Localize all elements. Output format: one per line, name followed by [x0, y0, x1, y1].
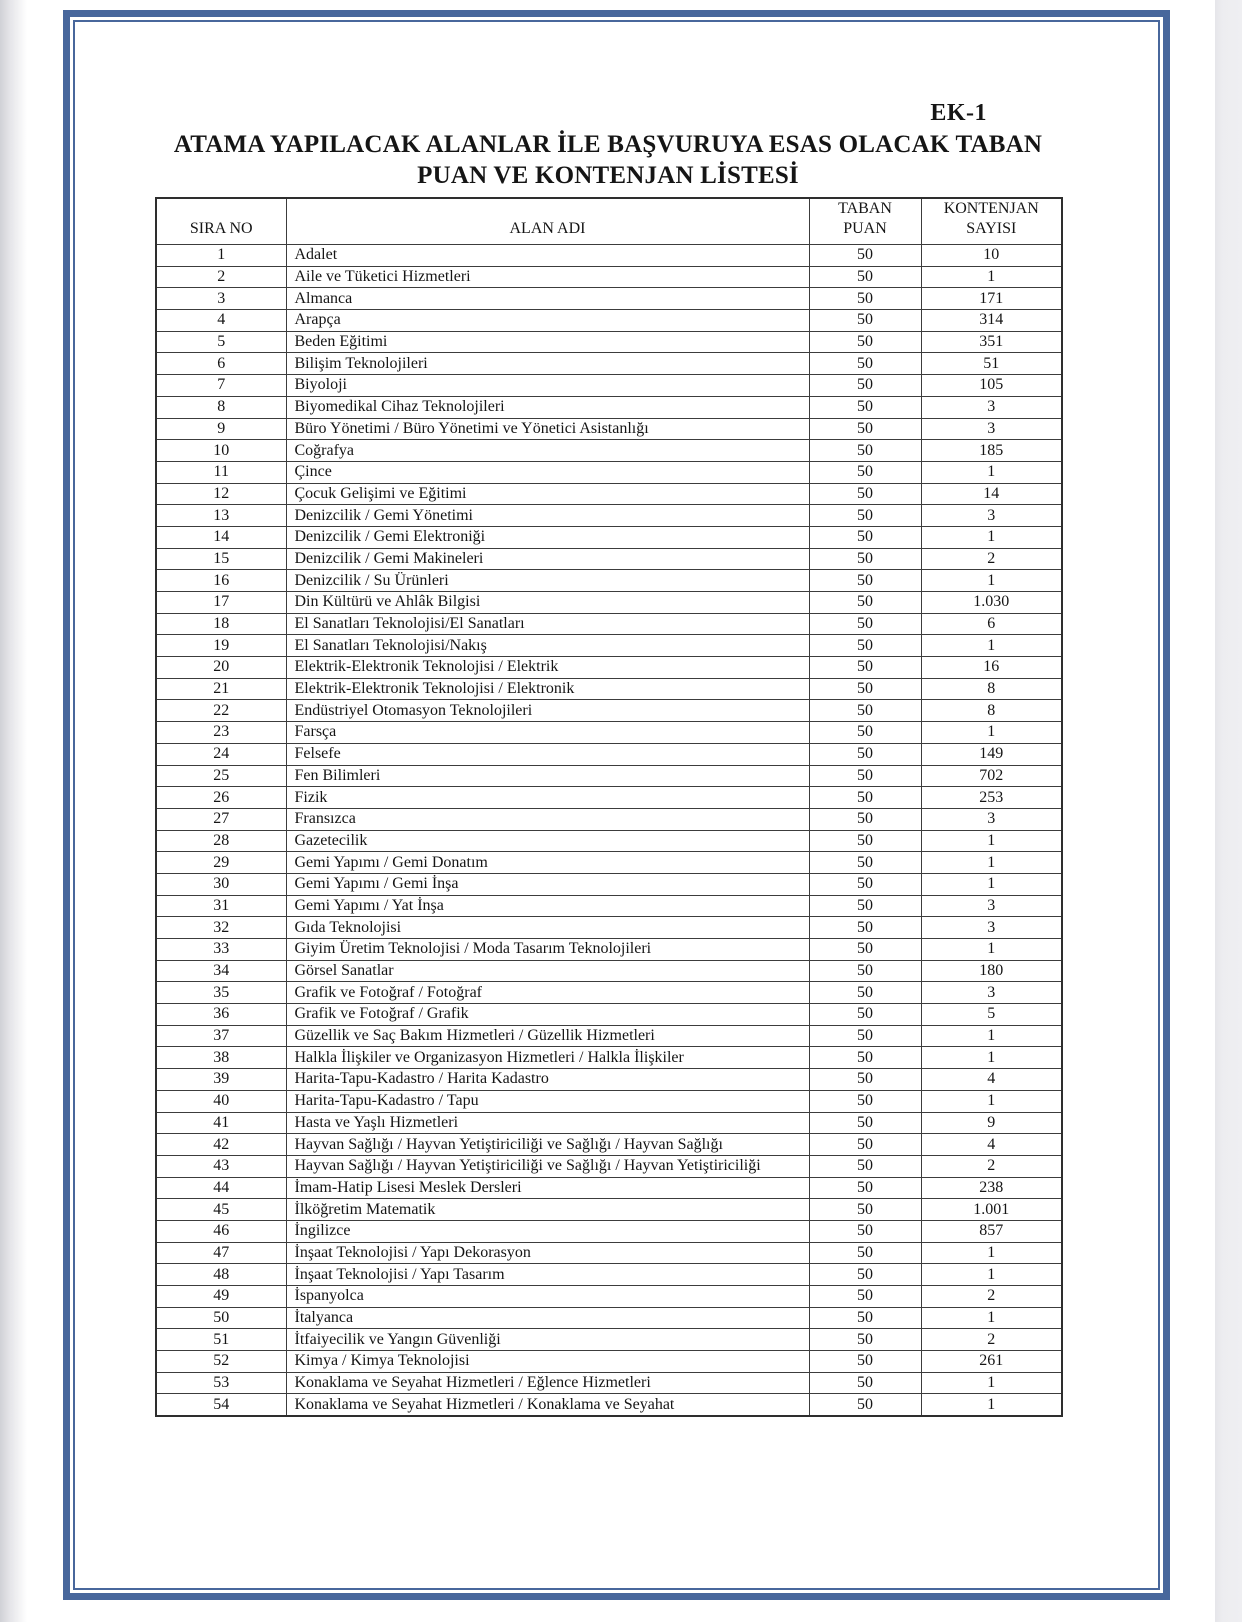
cell-kontenjan-sayisi: 4	[921, 1069, 1062, 1091]
col-header-alan-adi: ALAN ADI	[286, 198, 809, 245]
cell-alan-adi: İnşaat Teknolojisi / Yapı Dekorasyon	[286, 1242, 809, 1264]
cell-sira-no: 26	[156, 787, 286, 809]
table-row	[156, 657, 1062, 679]
viewer-right-shade	[1215, 0, 1242, 1622]
cell-taban-puan: 50	[809, 787, 921, 809]
cell-kontenjan-sayisi: 180	[921, 960, 1062, 982]
cell-taban-puan: 50	[809, 592, 921, 614]
cell-alan-adi: Fen Bilimleri	[286, 765, 809, 787]
cell-taban-puan: 50	[809, 873, 921, 895]
cell-kontenjan-sayisi: 3	[921, 982, 1062, 1004]
cell-kontenjan-sayisi: 314	[921, 310, 1062, 332]
cell-taban-puan: 50	[809, 245, 921, 267]
cell-taban-puan: 50	[809, 461, 921, 483]
cell-sira-no: 54	[156, 1394, 286, 1416]
cell-kontenjan-sayisi: 9	[921, 1112, 1062, 1134]
cell-alan-adi: Gemi Yapımı / Gemi İnşa	[286, 873, 809, 895]
cell-kontenjan-sayisi: 16	[921, 657, 1062, 679]
cell-taban-puan: 50	[809, 1025, 921, 1047]
table-row	[156, 1351, 1062, 1373]
cell-alan-adi: Biyoloji	[286, 375, 809, 397]
table-row	[156, 917, 1062, 939]
cell-kontenjan-sayisi: 51	[921, 353, 1062, 375]
cell-sira-no: 8	[156, 396, 286, 418]
cell-alan-adi: Elektrik-Elektronik Teknolojisi / Elektrik	[286, 657, 809, 679]
col-header-taban-puan-line2: PUAN	[843, 220, 887, 237]
cell-taban-puan: 50	[809, 982, 921, 1004]
page-title-line1: ATAMA YAPILACAK ALANLAR İLE BAŞVURUYA ESAS OLACAK TABAN	[173, 131, 1043, 158]
quota-table	[155, 197, 1063, 1417]
table-row	[156, 1394, 1062, 1416]
cell-taban-puan: 50	[809, 505, 921, 527]
table-row	[156, 982, 1062, 1004]
cell-sira-no: 20	[156, 657, 286, 679]
cell-taban-puan: 50	[809, 743, 921, 765]
cell-taban-puan: 50	[809, 1372, 921, 1394]
cell-alan-adi: Coğrafya	[286, 440, 809, 462]
table-row	[156, 852, 1062, 874]
cell-alan-adi: Harita-Tapu-Kadastro / Harita Kadastro	[286, 1069, 809, 1091]
cell-taban-puan: 50	[809, 483, 921, 505]
table-row	[156, 895, 1062, 917]
table-row	[156, 1090, 1062, 1112]
cell-sira-no: 46	[156, 1220, 286, 1242]
table-row	[156, 331, 1062, 353]
cell-taban-puan: 50	[809, 310, 921, 332]
table-row	[156, 1199, 1062, 1221]
col-header-kontenjan-sayisi	[921, 198, 1062, 245]
cell-alan-adi: İtfaiyecilik ve Yangın Güvenliği	[286, 1329, 809, 1351]
col-header-taban-puan	[809, 198, 921, 245]
table-row	[156, 1177, 1062, 1199]
cell-kontenjan-sayisi: 6	[921, 613, 1062, 635]
cell-sira-no: 50	[156, 1307, 286, 1329]
cell-kontenjan-sayisi: 14	[921, 483, 1062, 505]
cell-taban-puan: 50	[809, 960, 921, 982]
cell-sira-no: 35	[156, 982, 286, 1004]
cell-kontenjan-sayisi: 8	[921, 678, 1062, 700]
cell-sira-no: 39	[156, 1069, 286, 1091]
table-row	[156, 1134, 1062, 1156]
cell-taban-puan: 50	[809, 1112, 921, 1134]
cell-alan-adi: Çocuk Gelişimi ve Eğitimi	[286, 483, 809, 505]
cell-taban-puan: 50	[809, 657, 921, 679]
cell-sira-no: 13	[156, 505, 286, 527]
page-title-line2: PUAN VE KONTENJAN LİSTESİ	[417, 162, 799, 189]
cell-kontenjan-sayisi: 1	[921, 570, 1062, 592]
cell-kontenjan-sayisi: 1	[921, 266, 1062, 288]
cell-alan-adi: Hayvan Sağlığı / Hayvan Yetiştiriciliği ve Sağlığı / Hayvan Sağlığı	[286, 1134, 809, 1156]
cell-alan-adi: Denizcilik / Su Ürünleri	[286, 570, 809, 592]
cell-sira-no: 29	[156, 852, 286, 874]
cell-taban-puan: 50	[809, 1004, 921, 1026]
cell-sira-no: 22	[156, 700, 286, 722]
cell-taban-puan: 50	[809, 266, 921, 288]
cell-sira-no: 30	[156, 873, 286, 895]
cell-kontenjan-sayisi: 185	[921, 440, 1062, 462]
table-row	[156, 1242, 1062, 1264]
cell-kontenjan-sayisi: 3	[921, 917, 1062, 939]
table-row	[156, 461, 1062, 483]
cell-sira-no: 7	[156, 375, 286, 397]
cell-taban-puan: 50	[809, 635, 921, 657]
cell-kontenjan-sayisi: 3	[921, 505, 1062, 527]
cell-alan-adi: Hayvan Sağlığı / Hayvan Yetiştiriciliği ve Sağlığı / Hayvan Yetiştiriciliği	[286, 1155, 809, 1177]
cell-taban-puan: 50	[809, 375, 921, 397]
cell-kontenjan-sayisi: 1	[921, 830, 1062, 852]
cell-sira-no: 2	[156, 266, 286, 288]
cell-kontenjan-sayisi: 105	[921, 375, 1062, 397]
table-row	[156, 353, 1062, 375]
col-header-sira-no: SIRA NO	[156, 198, 286, 245]
cell-sira-no: 25	[156, 765, 286, 787]
cell-kontenjan-sayisi: 1	[921, 1372, 1062, 1394]
cell-sira-no: 12	[156, 483, 286, 505]
cell-sira-no: 41	[156, 1112, 286, 1134]
cell-taban-puan: 50	[809, 1155, 921, 1177]
table-row	[156, 483, 1062, 505]
cell-alan-adi: Giyim Üretim Teknolojisi / Moda Tasarım Teknolojileri	[286, 939, 809, 961]
table-row	[156, 440, 1062, 462]
cell-kontenjan-sayisi: 1	[921, 722, 1062, 744]
table-row	[156, 266, 1062, 288]
cell-taban-puan: 50	[809, 700, 921, 722]
cell-alan-adi: Endüstriyel Otomasyon Teknolojileri	[286, 700, 809, 722]
cell-taban-puan: 50	[809, 895, 921, 917]
cell-sira-no: 6	[156, 353, 286, 375]
table-row	[156, 288, 1062, 310]
cell-taban-puan: 50	[809, 917, 921, 939]
cell-kontenjan-sayisi: 8	[921, 700, 1062, 722]
cell-taban-puan: 50	[809, 526, 921, 548]
cell-kontenjan-sayisi: 149	[921, 743, 1062, 765]
table-row	[156, 722, 1062, 744]
cell-sira-no: 31	[156, 895, 286, 917]
table-row	[156, 765, 1062, 787]
cell-sira-no: 17	[156, 592, 286, 614]
attachment-label: EK-1	[930, 100, 987, 126]
cell-kontenjan-sayisi: 351	[921, 331, 1062, 353]
cell-alan-adi: Çince	[286, 461, 809, 483]
table-row	[156, 787, 1062, 809]
cell-sira-no: 48	[156, 1264, 286, 1286]
cell-alan-adi: Bilişim Teknolojileri	[286, 353, 809, 375]
cell-sira-no: 11	[156, 461, 286, 483]
table-row	[156, 678, 1062, 700]
cell-taban-puan: 50	[809, 1351, 921, 1373]
cell-taban-puan: 50	[809, 1090, 921, 1112]
cell-sira-no: 21	[156, 678, 286, 700]
cell-sira-no: 15	[156, 548, 286, 570]
cell-taban-puan: 50	[809, 1069, 921, 1091]
cell-sira-no: 1	[156, 245, 286, 267]
col-header-kontenjan-line2: SAYISI	[966, 220, 1017, 237]
cell-alan-adi: İlköğretim Matematik	[286, 1199, 809, 1221]
cell-taban-puan: 50	[809, 331, 921, 353]
cell-kontenjan-sayisi: 1	[921, 526, 1062, 548]
cell-kontenjan-sayisi: 857	[921, 1220, 1062, 1242]
cell-taban-puan: 50	[809, 1177, 921, 1199]
cell-kontenjan-sayisi: 2	[921, 548, 1062, 570]
cell-kontenjan-sayisi: 253	[921, 787, 1062, 809]
table-row	[156, 1069, 1062, 1091]
table-row	[156, 396, 1062, 418]
cell-taban-puan: 50	[809, 765, 921, 787]
table-row	[156, 1025, 1062, 1047]
cell-sira-no: 24	[156, 743, 286, 765]
viewer-left-shade	[0, 0, 27, 1622]
cell-sira-no: 47	[156, 1242, 286, 1264]
table-row	[156, 960, 1062, 982]
cell-sira-no: 37	[156, 1025, 286, 1047]
cell-taban-puan: 50	[809, 288, 921, 310]
cell-sira-no: 43	[156, 1155, 286, 1177]
col-header-kontenjan-line1: KONTENJAN	[943, 200, 1039, 217]
cell-kontenjan-sayisi: 1	[921, 1090, 1062, 1112]
cell-alan-adi: Gemi Yapımı / Gemi Donatım	[286, 852, 809, 874]
table-row	[156, 939, 1062, 961]
table-row	[156, 1286, 1062, 1308]
cell-alan-adi: Beden Eğitimi	[286, 331, 809, 353]
cell-taban-puan: 50	[809, 548, 921, 570]
cell-taban-puan: 50	[809, 1394, 921, 1416]
table-row	[156, 570, 1062, 592]
cell-kontenjan-sayisi: 1	[921, 1025, 1062, 1047]
cell-sira-no: 10	[156, 440, 286, 462]
cell-kontenjan-sayisi: 1	[921, 873, 1062, 895]
cell-alan-adi: El Sanatları Teknolojisi/El Sanatları	[286, 613, 809, 635]
cell-kontenjan-sayisi: 4	[921, 1134, 1062, 1156]
table-row	[156, 1047, 1062, 1069]
cell-taban-puan: 50	[809, 1286, 921, 1308]
cell-sira-no: 5	[156, 331, 286, 353]
cell-sira-no: 52	[156, 1351, 286, 1373]
cell-taban-puan: 50	[809, 613, 921, 635]
cell-alan-adi: İnşaat Teknolojisi / Yapı Tasarım	[286, 1264, 809, 1286]
cell-alan-adi: Adalet	[286, 245, 809, 267]
cell-alan-adi: Grafik ve Fotoğraf / Fotoğraf	[286, 982, 809, 1004]
cell-kontenjan-sayisi: 2	[921, 1155, 1062, 1177]
cell-alan-adi: Fizik	[286, 787, 809, 809]
cell-taban-puan: 50	[809, 1220, 921, 1242]
table-row	[156, 548, 1062, 570]
table-row	[156, 635, 1062, 657]
cell-taban-puan: 50	[809, 1134, 921, 1156]
table-row	[156, 808, 1062, 830]
cell-taban-puan: 50	[809, 1047, 921, 1069]
table-row	[156, 1329, 1062, 1351]
cell-alan-adi: İngilizce	[286, 1220, 809, 1242]
cell-sira-no: 16	[156, 570, 286, 592]
cell-taban-puan: 50	[809, 830, 921, 852]
cell-kontenjan-sayisi: 1.001	[921, 1199, 1062, 1221]
cell-sira-no: 4	[156, 310, 286, 332]
table-row	[156, 1220, 1062, 1242]
cell-kontenjan-sayisi: 1	[921, 635, 1062, 657]
table-row	[156, 830, 1062, 852]
table-row	[156, 375, 1062, 397]
cell-alan-adi: Aile ve Tüketici Hizmetleri	[286, 266, 809, 288]
cell-taban-puan: 50	[809, 1307, 921, 1329]
cell-kontenjan-sayisi: 3	[921, 396, 1062, 418]
cell-alan-adi: Elektrik-Elektronik Teknolojisi / Elektronik	[286, 678, 809, 700]
cell-alan-adi: İtalyanca	[286, 1307, 809, 1329]
cell-alan-adi: Güzellik ve Saç Bakım Hizmetleri / Güzellik Hizmetleri	[286, 1025, 809, 1047]
cell-alan-adi: Din Kültürü ve Ahlâk Bilgisi	[286, 592, 809, 614]
table-row	[156, 1155, 1062, 1177]
cell-kontenjan-sayisi: 1	[921, 1242, 1062, 1264]
cell-sira-no: 45	[156, 1199, 286, 1221]
cell-alan-adi: Grafik ve Fotoğraf / Grafik	[286, 1004, 809, 1026]
cell-taban-puan: 50	[809, 722, 921, 744]
page-title	[155, 129, 1061, 191]
cell-taban-puan: 50	[809, 418, 921, 440]
cell-alan-adi: Harita-Tapu-Kadastro / Tapu	[286, 1090, 809, 1112]
cell-kontenjan-sayisi: 238	[921, 1177, 1062, 1199]
cell-kontenjan-sayisi: 2	[921, 1286, 1062, 1308]
cell-sira-no: 3	[156, 288, 286, 310]
cell-taban-puan: 50	[809, 852, 921, 874]
cell-sira-no: 40	[156, 1090, 286, 1112]
cell-taban-puan: 50	[809, 678, 921, 700]
table-row	[156, 505, 1062, 527]
table-row	[156, 592, 1062, 614]
cell-sira-no: 27	[156, 808, 286, 830]
table-row	[156, 873, 1062, 895]
cell-sira-no: 51	[156, 1329, 286, 1351]
cell-taban-puan: 50	[809, 1264, 921, 1286]
cell-sira-no: 42	[156, 1134, 286, 1156]
table-row	[156, 1112, 1062, 1134]
cell-taban-puan: 50	[809, 808, 921, 830]
cell-kontenjan-sayisi: 261	[921, 1351, 1062, 1373]
cell-kontenjan-sayisi: 2	[921, 1329, 1062, 1351]
cell-alan-adi: Farsça	[286, 722, 809, 744]
cell-alan-adi: Gıda Teknolojisi	[286, 917, 809, 939]
table-row	[156, 418, 1062, 440]
cell-sira-no: 33	[156, 939, 286, 961]
cell-alan-adi: Felsefe	[286, 743, 809, 765]
cell-alan-adi: İspanyolca	[286, 1286, 809, 1308]
cell-alan-adi: Hasta ve Yaşlı Hizmetleri	[286, 1112, 809, 1134]
cell-taban-puan: 50	[809, 440, 921, 462]
cell-alan-adi: Halkla İlişkiler ve Organizasyon Hizmetleri / Halkla İlişkiler	[286, 1047, 809, 1069]
cell-sira-no: 28	[156, 830, 286, 852]
cell-kontenjan-sayisi: 1	[921, 1047, 1062, 1069]
cell-alan-adi: Denizcilik / Gemi Elektroniği	[286, 526, 809, 548]
cell-alan-adi: El Sanatları Teknolojisi/Nakış	[286, 635, 809, 657]
table-row	[156, 743, 1062, 765]
cell-alan-adi: Gemi Yapımı / Yat İnşa	[286, 895, 809, 917]
cell-kontenjan-sayisi: 171	[921, 288, 1062, 310]
cell-taban-puan: 50	[809, 1329, 921, 1351]
col-header-taban-puan-line1: TABAN	[838, 200, 892, 217]
table-header-row	[156, 198, 1062, 245]
cell-kontenjan-sayisi: 3	[921, 808, 1062, 830]
cell-alan-adi: İmam-Hatip Lisesi Meslek Dersleri	[286, 1177, 809, 1199]
cell-alan-adi: Gazetecilik	[286, 830, 809, 852]
cell-alan-adi: Konaklama ve Seyahat Hizmetleri / Eğlence Hizmetleri	[286, 1372, 809, 1394]
table-row	[156, 700, 1062, 722]
cell-alan-adi: Denizcilik / Gemi Yönetimi	[286, 505, 809, 527]
cell-sira-no: 14	[156, 526, 286, 548]
cell-alan-adi: Arapça	[286, 310, 809, 332]
cell-kontenjan-sayisi: 3	[921, 895, 1062, 917]
cell-kontenjan-sayisi: 3	[921, 418, 1062, 440]
cell-alan-adi: Denizcilik / Gemi Makineleri	[286, 548, 809, 570]
cell-alan-adi: Görsel Sanatlar	[286, 960, 809, 982]
cell-sira-no: 38	[156, 1047, 286, 1069]
cell-sira-no: 9	[156, 418, 286, 440]
cell-kontenjan-sayisi: 1	[921, 939, 1062, 961]
cell-taban-puan: 50	[809, 1199, 921, 1221]
cell-taban-puan: 50	[809, 1242, 921, 1264]
table-row	[156, 245, 1062, 267]
cell-kontenjan-sayisi: 10	[921, 245, 1062, 267]
cell-sira-no: 32	[156, 917, 286, 939]
table-row	[156, 1307, 1062, 1329]
cell-taban-puan: 50	[809, 570, 921, 592]
cell-kontenjan-sayisi: 1	[921, 852, 1062, 874]
cell-sira-no: 23	[156, 722, 286, 744]
cell-alan-adi: Fransızca	[286, 808, 809, 830]
cell-alan-adi: Büro Yönetimi / Büro Yönetimi ve Yönetici Asistanlığı	[286, 418, 809, 440]
table-row	[156, 526, 1062, 548]
cell-sira-no: 36	[156, 1004, 286, 1026]
cell-sira-no: 19	[156, 635, 286, 657]
cell-sira-no: 34	[156, 960, 286, 982]
table-row	[156, 310, 1062, 332]
cell-kontenjan-sayisi: 1	[921, 1307, 1062, 1329]
cell-alan-adi: Almanca	[286, 288, 809, 310]
cell-alan-adi: Kimya / Kimya Teknolojisi	[286, 1351, 809, 1373]
cell-sira-no: 53	[156, 1372, 286, 1394]
cell-taban-puan: 50	[809, 353, 921, 375]
cell-sira-no: 18	[156, 613, 286, 635]
cell-kontenjan-sayisi: 5	[921, 1004, 1062, 1026]
table-row	[156, 1004, 1062, 1026]
cell-alan-adi: Biyomedikal Cihaz Teknolojileri	[286, 396, 809, 418]
table-row	[156, 1372, 1062, 1394]
cell-sira-no: 49	[156, 1286, 286, 1308]
cell-taban-puan: 50	[809, 396, 921, 418]
cell-sira-no: 44	[156, 1177, 286, 1199]
cell-kontenjan-sayisi: 702	[921, 765, 1062, 787]
cell-alan-adi: Konaklama ve Seyahat Hizmetleri / Konaklama ve Seyahat	[286, 1394, 809, 1416]
cell-kontenjan-sayisi: 1	[921, 1264, 1062, 1286]
cell-kontenjan-sayisi: 1	[921, 461, 1062, 483]
table-row	[156, 1264, 1062, 1286]
cell-kontenjan-sayisi: 1	[921, 1394, 1062, 1416]
cell-taban-puan: 50	[809, 939, 921, 961]
cell-kontenjan-sayisi: 1.030	[921, 592, 1062, 614]
table-row	[156, 613, 1062, 635]
